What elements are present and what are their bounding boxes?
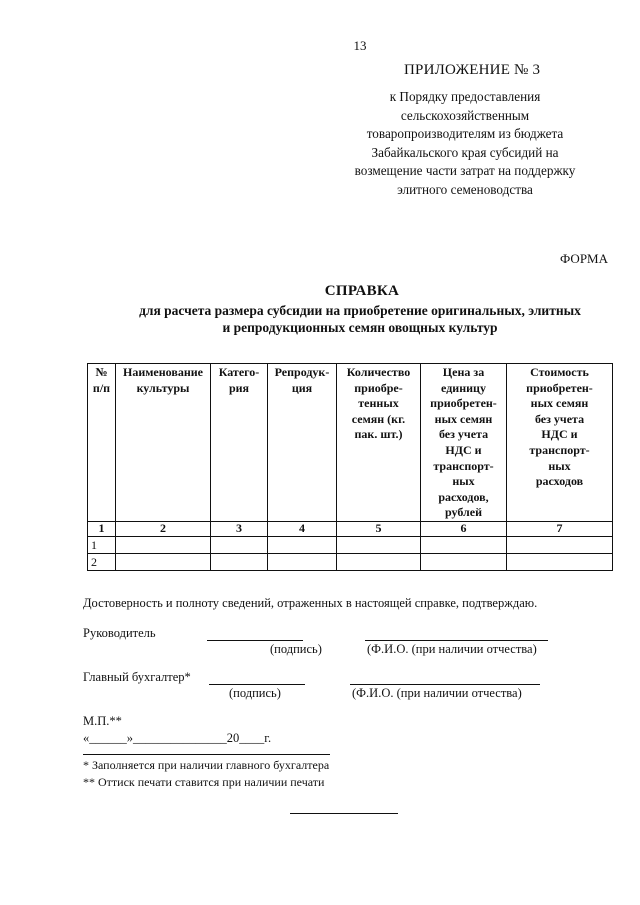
head-signature-caption: (подпись) (270, 642, 322, 656)
table-cell (421, 553, 507, 570)
column-number: 4 (268, 521, 337, 536)
header-line: транспорт- (529, 442, 590, 457)
page-number: 13 (353, 38, 367, 53)
column-number: 5 (337, 521, 421, 536)
table-cell (421, 536, 507, 553)
annex-subtitle-line: элитного семеноводства (397, 181, 533, 197)
column-number: 2 (116, 521, 211, 536)
header-line: приобретен- (526, 380, 593, 395)
table-cell (211, 553, 268, 570)
header-line: Репродук- (274, 365, 330, 379)
head-label: Руководитель (83, 626, 156, 640)
annex-subtitle-line: к Порядку предоставления (389, 89, 541, 104)
header-line: п/п (92, 380, 111, 395)
table-cell (268, 536, 337, 553)
header-line: культуры (136, 380, 190, 395)
annex-title: ПРИЛОЖЕНИЕ № 3 (404, 62, 541, 78)
header-line: транспорт- (433, 458, 494, 473)
column-number: 6 (421, 521, 507, 536)
header-line: Наименование (123, 365, 203, 379)
footnote: * Заполняется при наличии главного бухгалтера (83, 758, 330, 772)
table-cell (116, 553, 211, 570)
annex-subtitle-line: сельскохозяйственным (400, 107, 530, 123)
document-subtitle-line: для расчета размера субсидии на приобретение оригинальных, элитных (139, 303, 581, 318)
header-line: тенных (358, 396, 399, 411)
header-line: НДС и (445, 442, 482, 457)
document-subtitle (100, 302, 620, 336)
header-line: рия (228, 380, 250, 395)
header-line: ных семян (530, 396, 589, 411)
header-line: Цена за (442, 365, 485, 379)
accountant-name-caption: (Ф.И.О. (при наличии отчества) (352, 686, 522, 700)
document-title: СПРАВКА (324, 283, 400, 299)
header-line: № (95, 365, 108, 379)
table-cell: 2 (88, 553, 116, 570)
document-subtitle-line: и репродукционных семян овощных культур (222, 320, 498, 335)
column-number: 1 (88, 521, 116, 536)
table-header-cell (116, 364, 211, 522)
header-line: ных (452, 474, 475, 489)
header-line: семян (кг. (351, 411, 406, 426)
footnote: ** Оттиск печати ставится при наличии печати (83, 775, 325, 789)
stamp-label: М.П.** (83, 714, 122, 728)
table-cell (211, 536, 268, 553)
header-line: ция (291, 380, 313, 395)
head-name-caption: (Ф.И.О. (при наличии отчества) (367, 642, 537, 656)
table-cell (268, 553, 337, 570)
header-line: ных семян (434, 411, 493, 426)
header-line: приобретен- (430, 396, 497, 411)
header-line: приобре- (354, 380, 403, 395)
accountant-signature-caption: (подпись) (229, 686, 281, 700)
table-cell (507, 536, 613, 553)
table-row (88, 553, 613, 570)
column-number-row (88, 521, 613, 536)
header-line: без учета (438, 427, 489, 442)
closing-line (290, 813, 398, 814)
column-number: 3 (211, 521, 268, 536)
table-cell (507, 553, 613, 570)
header-line: НДС и (541, 427, 578, 442)
confirmation-text: Достоверность и полноту сведений, отраженных в настоящей справке, подтверждаю. (83, 596, 538, 610)
accountant-name-line (350, 684, 540, 685)
header-line: единицу (441, 380, 486, 395)
header-line: Количество (346, 365, 411, 379)
head-signature-line (207, 640, 303, 641)
table-cell: 1 (88, 536, 116, 553)
table-header-cell (88, 364, 116, 522)
table-header-cell (507, 364, 613, 522)
accountant-signature-line (209, 684, 305, 685)
table-header-cell (337, 364, 421, 522)
table-header-cell (421, 364, 507, 522)
table-header-row (88, 364, 613, 522)
table-header-cell (211, 364, 268, 522)
table-row (88, 536, 613, 553)
footnote-separator (83, 754, 330, 755)
table-cell (337, 553, 421, 570)
annex-subtitle-line: товаропроизводителям из бюджета (366, 126, 564, 142)
header-line: расходов, (438, 489, 489, 504)
annex-subtitle (330, 88, 600, 200)
header-line: Катего- (218, 365, 260, 379)
header-line: расходов (535, 474, 584, 489)
header-line: Стоимость (530, 365, 589, 379)
column-number: 7 (507, 521, 613, 536)
table-cell (337, 536, 421, 553)
header-line: рублей (444, 505, 483, 520)
header-line: без учета (534, 411, 585, 426)
form-label: ФОРМА (560, 251, 608, 266)
table-header-cell (268, 364, 337, 522)
header-line: пак. шт.) (354, 427, 403, 442)
date-line: «______»_______________20____г. (83, 731, 272, 745)
annex-subtitle-line: Забайкальского края субсидий на (371, 144, 559, 160)
chief-accountant-label: Главный бухгалтер* (83, 670, 191, 684)
header-line: ных (548, 458, 571, 473)
table-cell (116, 536, 211, 553)
subsidy-table (87, 363, 613, 571)
head-name-line (365, 640, 548, 641)
annex-subtitle-line: возмещение части затрат на поддержку (354, 163, 576, 179)
